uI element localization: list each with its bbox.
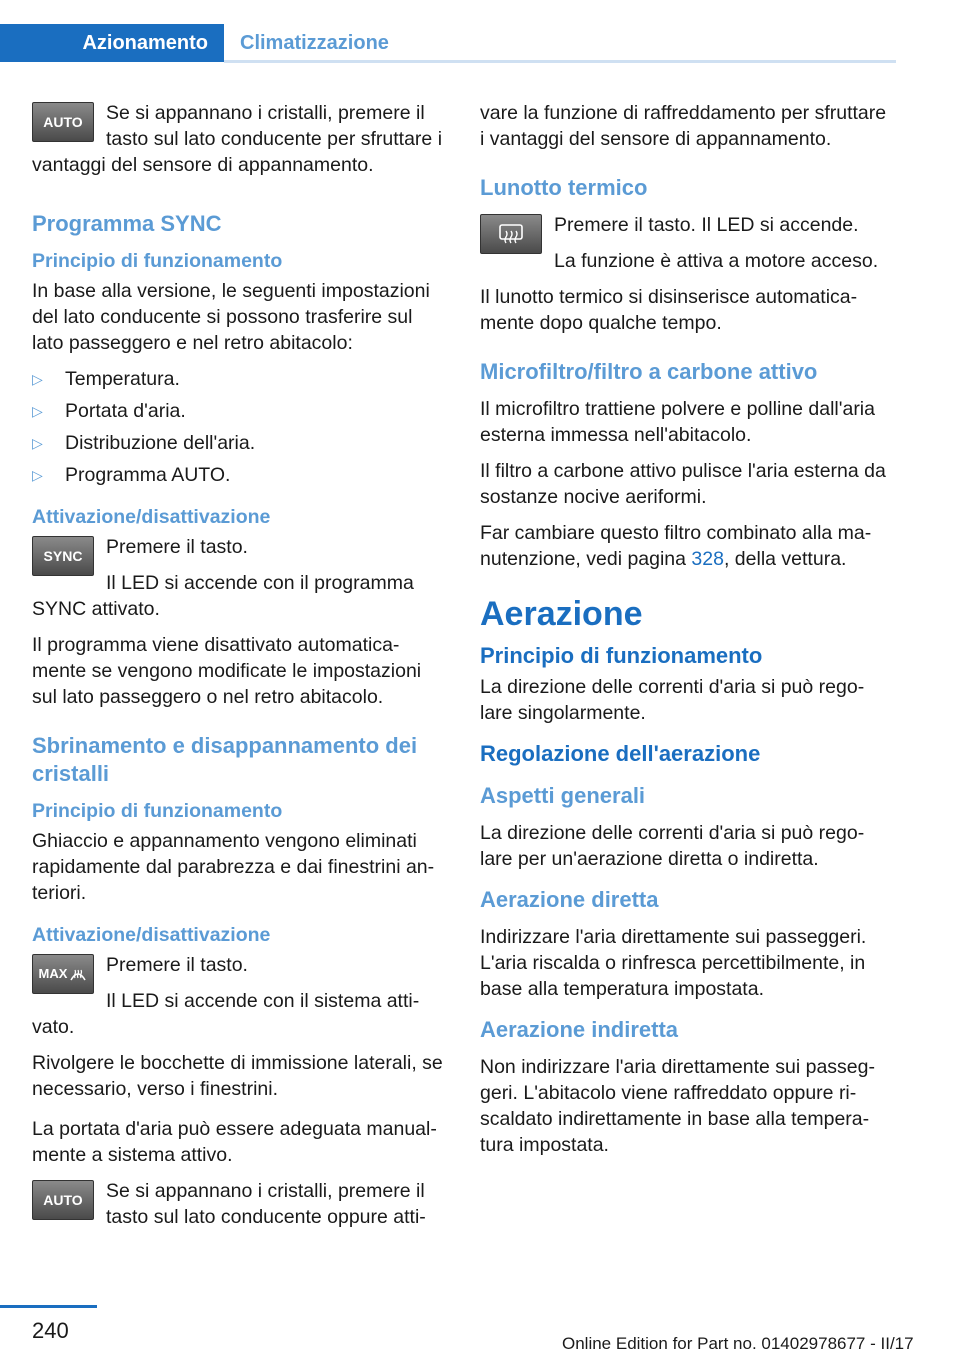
bullet-triangle-icon: ▷ <box>32 467 43 483</box>
rear-defrost-button-icon <box>480 214 542 254</box>
heading-defrost-activation: Attivazione/disattivazione <box>32 924 271 946</box>
filter-p3: Far cambiare questo filtro combinato alla ma‐nutenzione, vedi pagina 328, della vettura. <box>480 522 872 570</box>
flow-paragraph: La portata d'aria può essere adeguata manual‐mente a sistema attivo. <box>32 1118 437 1166</box>
sync-intro: In base alla versione, le seguenti impostazioni del lato conducente si possono trasferire sul lato passeggero e nel retro abitacolo: <box>32 280 430 354</box>
heading-aerazione: Aerazione <box>480 595 643 633</box>
left-column <box>32 100 446 1240</box>
bullet-triangle-icon: ▷ <box>32 403 43 419</box>
auto-button-icon: AUTO <box>32 1180 94 1220</box>
bullet-triangle-icon: ▷ <box>32 435 43 451</box>
auto-button-icon: AUTO <box>32 102 94 142</box>
indirect-paragraph: Non indirizzare l'aria direttamente sui passeg‐geri. L'abitacolo viene raffreddato oppure ri‐scaldato indirettamente in base alla tempera‐tura impostata. <box>480 1056 875 1156</box>
aer-p1: La direzione delle correnti d'aria si può rego‐lare singolarmente. <box>480 676 865 724</box>
heading-sync: Programma SYNC <box>32 211 222 236</box>
footer-divider <box>0 1305 97 1308</box>
right-column <box>480 100 894 1168</box>
tab-azionamento[interactable]: Azionamento <box>0 24 224 62</box>
heading-direct: Aerazione diretta <box>480 887 659 912</box>
general-paragraph: La direzione delle correnti d'aria si può rego‐lare per un'aerazione diretta o indiretta. <box>480 822 865 870</box>
direct-paragraph: Indirizzare l'aria direttamente sui passeggeri. L'aria riscalda o rinfresca percettibilmente, in base alla temperatura impostata. <box>480 926 867 1000</box>
sync-button-icon: SYNC <box>32 536 94 576</box>
auto-paragraph-2: Se si appannano i cristalli, premere il tasto sul lato conducente oppure atti‐ <box>106 1180 426 1228</box>
defrost-paragraph: Ghiaccio e appannamento vengono eliminati rapidamente dal parabrezza e dai finestrini an‐teriori. <box>32 830 435 904</box>
heading-aer-regulation: Regolazione dell'aerazione <box>480 741 761 766</box>
page-header <box>0 0 960 64</box>
rear-active: La funzione è attiva a motore acceso. <box>554 250 879 272</box>
sync-off: Il programma viene disattivato automatica‐mente se vengono modificate le impostazioni sul lato passeggero o nel retro abitacolo. <box>32 634 422 708</box>
sync-led: Il LED si accende con il programma SYNC attivato. <box>32 572 414 620</box>
heading-general: Aspetti generali <box>480 783 646 808</box>
heading-sync-activation: Attivazione/disattivazione <box>32 506 271 528</box>
max-press: Premere il tasto. <box>106 954 248 976</box>
rear-press: Premere il tasto. Il LED si accende. <box>554 214 859 236</box>
list-item: ▷ Programma AUTO. <box>32 464 231 486</box>
heading-rear-window: Lunotto termico <box>480 175 648 200</box>
page-number: 240 <box>32 1318 69 1343</box>
tab-climatizzazione[interactable]: Climatizzazione <box>240 31 389 54</box>
windshield-heat-icon <box>69 966 87 982</box>
page-link-328[interactable]: 328 <box>691 548 724 570</box>
heading-aer-principle: Principio di funzionamento <box>480 643 763 668</box>
vents-paragraph: Rivolgere le bocchette di immissione laterali, se necessario, verso i finestrini. <box>32 1052 443 1100</box>
sync-settings-list <box>32 366 446 488</box>
heading-sync-principle: Principio di funzionamento <box>32 250 283 272</box>
filter-p2: Il filtro a carbone attivo pulisce l'aria esterna da sostanze nocive aeriformi. <box>480 460 886 508</box>
edition-note: Online Edition for Part no. 01402978677 - II/17 <box>562 1334 914 1353</box>
header-divider <box>224 60 896 63</box>
auto-paragraph: Se si appannano i cristalli, premere il tasto sul lato conducente per sfruttare i vantaggi del sensore di appannamento. <box>32 102 443 176</box>
rear-window-heat-icon <box>498 223 524 245</box>
list-item: ▷ Portata d'aria. <box>32 400 186 422</box>
list-item: ▷ Distribuzione dell'aria. <box>32 432 256 454</box>
heading-defrost-principle: Principio di funzionamento <box>32 800 283 822</box>
heading-filter: Microfiltro/filtro a carbone attivo <box>480 359 818 384</box>
sync-press: Premere il tasto. <box>106 536 248 558</box>
continued-paragraph: vare la funzione di raffreddamento per sfruttare i vantaggi del sensore di appannamento. <box>480 102 887 150</box>
max-led: Il LED si accende con il sistema atti‐vato. <box>32 990 420 1038</box>
max-defrost-button-icon: MAX <box>32 954 94 994</box>
filter-p1: Il microfiltro trattiene polvere e polline dall'aria esterna immessa nell'abitacolo. <box>480 398 875 446</box>
rear-off: Il lunotto termico si disinserisce automatica‐mente dopo qualche tempo. <box>480 286 858 334</box>
heading-defrost: Sbrinamento e disappannamento dei cristalli <box>32 733 418 786</box>
list-item: ▷ Temperatura. <box>32 368 180 390</box>
bullet-triangle-icon: ▷ <box>32 371 43 387</box>
heading-indirect: Aerazione indiretta <box>480 1017 679 1042</box>
